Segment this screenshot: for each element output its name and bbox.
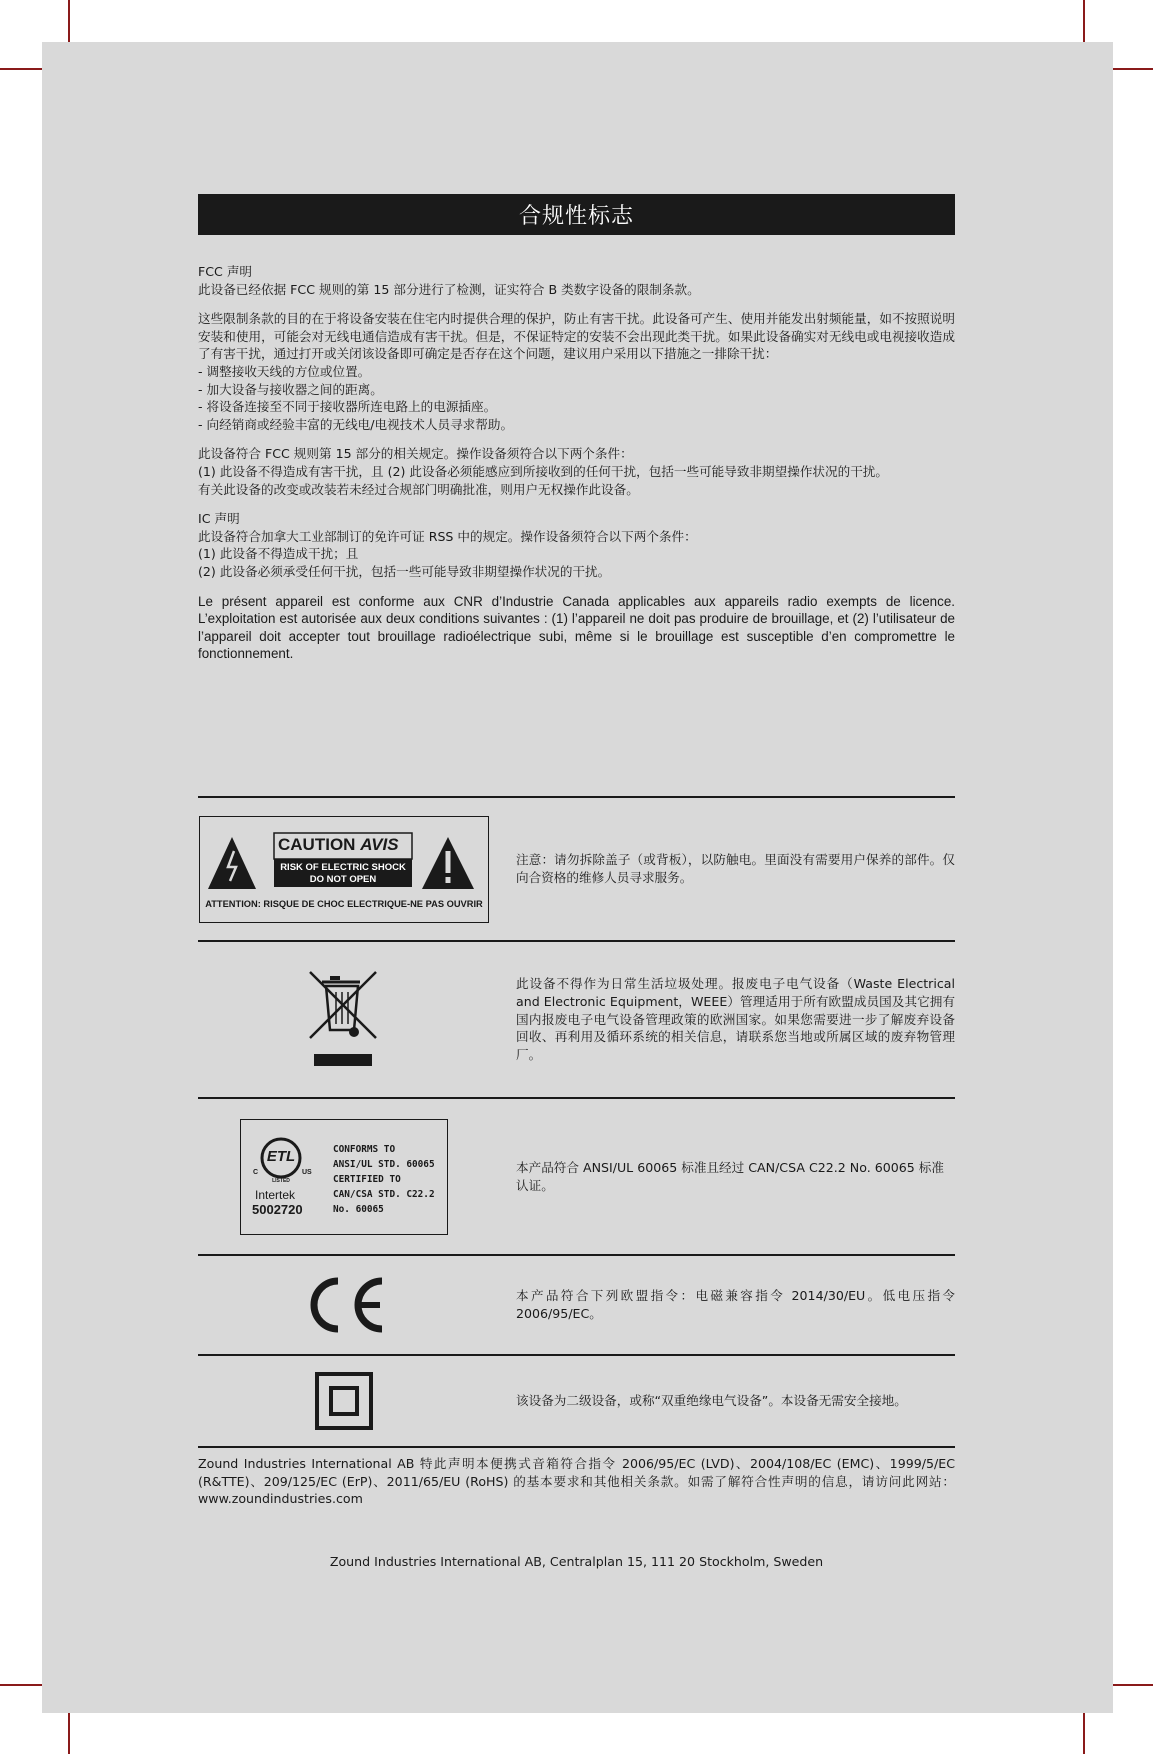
ic-line: (2) 此设备必须承受任何干扰，包括一些可能导致非期望操作状况的干扰。 bbox=[198, 563, 611, 579]
fcc-heading: FCC 声明 bbox=[198, 264, 253, 279]
divider bbox=[198, 1446, 955, 1448]
double-insulation-icon bbox=[314, 1371, 374, 1431]
fcc-measure: - 调整接收天线的方位或位置。 bbox=[198, 363, 371, 379]
class2-row bbox=[198, 1356, 955, 1446]
ic-french-text: Le présent appareil est conforme aux CNR d’Industrie Canada applicables aux appareils radio exempts de licence. L’exploitation est autorisée aux deux conditions suivantes : (1) l’appareil ne doit pas produire de brouillage, et (2) l’utilisateur de l’appareil doit accepter tout brouillage radioélectrique subi, même si le brouillage est susceptible d’en compromettre le fonctionnement. bbox=[198, 593, 955, 662]
etl-description: 本产品符合 ANSI/UL 60065 标准且经过 CAN/CSA C22.2 No. 60065 标准认证。 bbox=[516, 1159, 944, 1193]
intertek-text: Intertek bbox=[255, 1187, 296, 1202]
ce-row bbox=[198, 1256, 955, 1354]
cert-number: 5002720 bbox=[252, 1201, 303, 1217]
crossed-bin-icon bbox=[308, 968, 380, 1072]
cert-line: ANSI/UL STD. 60065 bbox=[333, 1158, 435, 1170]
risk-text: RISK OF ELECTRIC SHOCK bbox=[280, 861, 406, 873]
cert-line: CAN/CSA STD. C22.2 bbox=[333, 1188, 435, 1200]
lightning-warning-icon bbox=[208, 837, 256, 889]
fcc-measure: - 加大设备与接收器之间的距离。 bbox=[198, 381, 383, 397]
fcc-measure: - 向经销商或经验丰富的无线电/电视技术人员寻求帮助。 bbox=[198, 416, 514, 432]
etl-logo-text: ETL bbox=[266, 1147, 296, 1165]
ic-line: 此设备符合加拿大工业部制订的免许可证 RSS 中的规定。操作设备须符合以下两个条件： bbox=[198, 528, 697, 544]
symbols-table bbox=[198, 796, 955, 1448]
fcc-measure: - 将设备连接至不同于接收器所连电路上的电源插座。 bbox=[198, 399, 497, 415]
cert-line: CONFORMS TO bbox=[333, 1143, 396, 1155]
fcc-paragraph-1: 此设备已经依据 FCC 规则的第 15 部分进行了检测，证实符合 B 类数字设备的限制条款。 bbox=[198, 281, 700, 297]
fcc-paragraph-2: 这些限制条款的目的在于将设备安装在住宅内时提供合理的保护，防止有害干扰。此设备可产生、使用并能发出射频能量，如不按照说明安装和使用，可能会对无线电通信造成有害干扰。但是，不保证特定的安装不会出现此类干扰。如果此设备确实对无线电或电视接收造成了有害干扰，通过打开或关闭该设备即可确定是否存在这个问题，建议用户采用以下措施之一排除干扰： bbox=[198, 311, 955, 362]
caution-label bbox=[199, 816, 489, 923]
weee-row bbox=[198, 942, 955, 1097]
ce-mark-icon bbox=[302, 1275, 386, 1335]
class2-description: 该设备为二级设备，或称“双重绝缘电气设备”。本设备无需安全接地。 bbox=[516, 1393, 907, 1409]
weee-description: 此设备不得作为日常生活垃圾处理。报废电子电气设备（Waste Electrical and Electronic Equipment，WEEE）管理适用于所有欧盟成员国及其它拥有国内报废电子电气设备管理政策的欧洲国家。如果您需要进一步了解废弃设备回收、再利用及循环系统的相关信息，请联系您当地或所属区域的废弃物管理厂。 bbox=[516, 976, 955, 1063]
etl-row bbox=[198, 1099, 955, 1254]
etl-c-mark: C bbox=[253, 1168, 259, 1176]
cert-line: CERTIFIED TO bbox=[333, 1173, 401, 1185]
cert-line: No. 60065 bbox=[333, 1203, 384, 1215]
ic-heading: IC 声明 bbox=[198, 511, 240, 527]
etl-listed-text: LISTED bbox=[272, 1177, 290, 1184]
company-address: Zound Industries International AB, Centralplan 15, 111 20 Stockholm, Sweden bbox=[329, 1554, 824, 1569]
main-content bbox=[198, 194, 955, 663]
ce-description: 本产品符合下列欧盟指令：电磁兼容指令 2014/30/EU。低电压指令 2006/95/EC。 bbox=[516, 1288, 955, 1321]
fcc-paragraph-3: 此设备符合 FCC 规则第 15 部分的相关规定。操作设备须符合以下两个条件： bbox=[198, 446, 633, 462]
caution-word: CAUTION AVIS bbox=[278, 834, 399, 854]
etl-us-mark: US bbox=[302, 1168, 312, 1176]
page-title: 合规性标志 bbox=[198, 194, 955, 235]
fcc-paragraph-3b: (1) 此设备不得造成有害干扰，且 (2) 此设备必须能感应到所接收到的任何干扰，包括一些可能导致非期望操作状况的干扰。 bbox=[198, 463, 888, 479]
cert-text-block bbox=[333, 1142, 435, 1217]
certification-label bbox=[240, 1119, 448, 1235]
attention-text: ATTENTION: RISQUE DE CHOC ELECTRIQUE-NE PAS OUVRIR bbox=[205, 898, 483, 909]
do-not-open-text: DO NOT OPEN bbox=[309, 873, 377, 885]
caution-description: 注意：请勿拆除盖子（或背板），以防触电。里面没有需要用户保养的部件。仅向合资格的维修人员寻求服务。 bbox=[516, 852, 955, 885]
fcc-paragraph-3c: 有关此设备的改变或改装若未经过合规部门明确批准，则用户无权操作此设备。 bbox=[198, 481, 639, 497]
caution-row bbox=[198, 798, 955, 940]
ic-line: (1) 此设备不得造成干扰；且 bbox=[198, 546, 359, 562]
declaration-text: Zound Industries International AB 特此声明本便携式音箱符合指令 2006/95/EC (LVD)、2004/108/EC (EMC)、1999/5/EC (R&TTE)、209/125/EC (ErP)、2011/65/EU (RoHS) 的基本要求和其他相关条款。如需了解符合性声明的信息，请访问此网站：www.zoundindustries.com bbox=[198, 1456, 955, 1507]
